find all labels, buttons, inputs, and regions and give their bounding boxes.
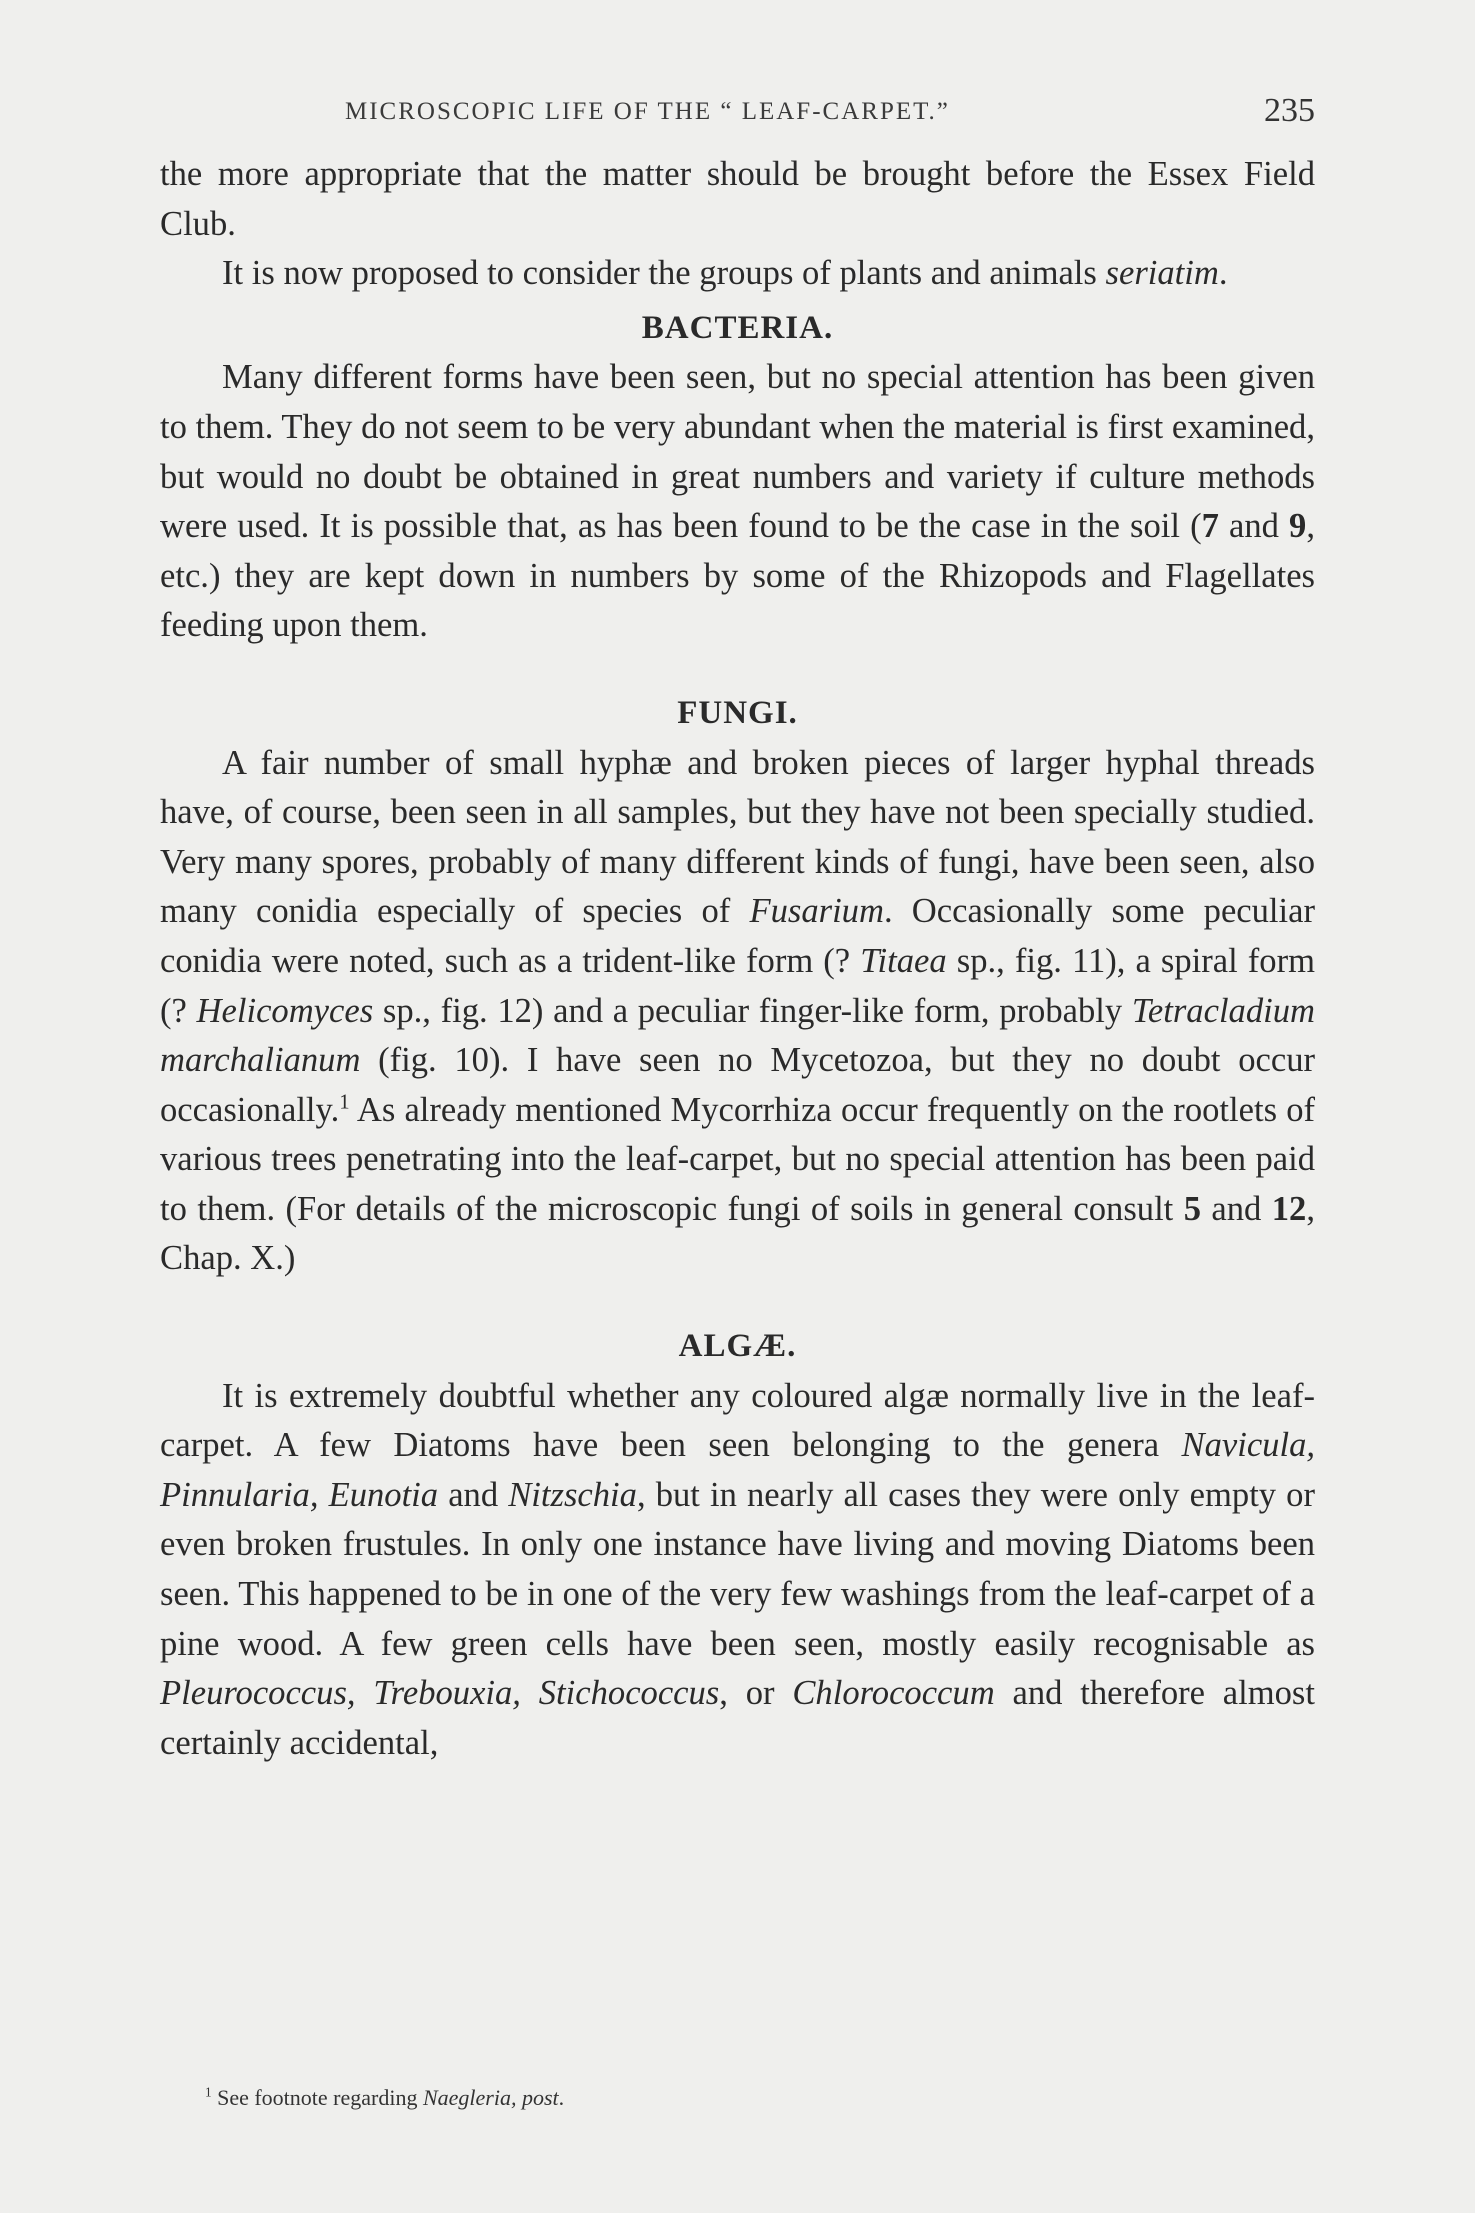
reference-9: 9 [1289, 507, 1307, 546]
fungi-text-5: (fig. 10). I have seen no Mycetozoa, but they no doubt occur occasionally. [160, 1041, 1315, 1129]
bacteria-heading: BACTERIA. [641, 309, 834, 346]
footnote-marker: 1 [339, 1091, 350, 1114]
fungi-heading: FUNGI. [677, 694, 798, 731]
algae-text-3: , but in nearly all cases they were only empty or even broken frustules. In only one instance have living and moving Diatoms been seen. This happened to be in one of the very few washings from the leaf-carpet of a pine wood. A few green cells have been seen, mostly easily recognisable as [160, 1475, 1315, 1663]
bacteria-text-3: , etc.) they are kept down in numbers by some of the Rhizopods and Flagellates feeding upon them. [160, 507, 1315, 645]
helicomyces-term: Helicomyces [196, 991, 374, 1030]
bacteria-text-1: Many different forms have been seen, but no special attention has been given to them. They do not seem to be very abundant when the material is first examined, but would no doubt be obtained in great numbers and variety if culture methods were used. It is possible that, as has been found to be the case in the soil ( [160, 358, 1315, 546]
body-text [160, 150, 1315, 1768]
footnote-mark: 1 [205, 2084, 212, 2100]
fungi-text-6: As already mentioned Mycorrhiza occur frequently on the rootlets of various trees penetrating into the leaf-carpet, but no special attention has been paid to them. (For details of the microscopic fungi of soils in general consult [160, 1090, 1315, 1228]
running-head [160, 90, 1315, 150]
fusarium-term: Fusarium [749, 892, 884, 931]
bacteria-paragraph [160, 353, 1315, 651]
intro-text: the more appropriate that the matter should be brought before the Essex Field Club. [160, 155, 1315, 243]
fungi-text-7: and [1201, 1189, 1272, 1228]
footnote-end: . [558, 2085, 565, 2110]
algae-heading: ALGÆ. [678, 1328, 797, 1365]
fungi-text-8: , Chap. X.) [160, 1189, 1315, 1278]
proposal-text: It is now proposed to consider the groups of plants and animals [222, 254, 1106, 293]
fungi-paragraph [160, 739, 1315, 1285]
algae-text-4: , or [719, 1674, 793, 1713]
reference-7: 7 [1201, 507, 1219, 546]
page [160, 90, 1315, 1768]
chlorococcum-term: Chlorococcum [792, 1674, 995, 1713]
intro-paragraph [160, 150, 1315, 249]
reference-12: 12 [1271, 1189, 1307, 1228]
algae-text-1: It is extremely doubtful whether any coloured algæ normally live in the leaf-carpet. A few Diatoms have been seen belonging to the genera [160, 1376, 1315, 1465]
tetracladium-term: Tetracladium marchalianum [160, 991, 1315, 1080]
proposal-paragraph [160, 249, 1315, 299]
fungi-text-4: sp., fig. 12) and a peculiar finger-like form, probably [373, 991, 1132, 1030]
diatom-genera-term: Navicula, Pinnularia, Eunotia [160, 1426, 1315, 1514]
fungi-text-3: sp., fig. 11), a spiral form (? [160, 941, 1316, 1030]
titaea-term: Titaea [860, 941, 947, 980]
footnote-term: Naegleria, post [422, 2085, 559, 2110]
green-cell-genera-term: Pleurococcus, Trebouxia, Stichococcus [160, 1674, 720, 1713]
footnote [205, 2085, 564, 2111]
seriatim-term: seriatim [1105, 254, 1219, 293]
footnote-text: See footnote regarding [211, 2085, 423, 2110]
fungi-text-2: . Occasionally some peculiar conidia were noted, such as a trident-like form (? [160, 892, 1315, 980]
running-title: MICROSCOPIC LIFE OF THE “ LEAF-CARPET.” [345, 98, 950, 125]
nitzschia-term: Nitzschia [508, 1475, 637, 1514]
reference-5: 5 [1183, 1189, 1201, 1228]
fungi-text-1: A fair number of small hyphæ and broken pieces of larger hyphal threads have, of course, been seen in all samples, but they have not been specially studied. Very many spores, probably of many different kinds of fungi, have been seen, also many conidia especially of species of [160, 743, 1315, 931]
page-number: 235 [1264, 92, 1315, 129]
algae-text-5: and therefore almost certainly accidental, [160, 1674, 1315, 1762]
bacteria-text-2: and [1218, 507, 1290, 546]
algae-text-2: and [438, 1475, 509, 1514]
proposal-end: . [1218, 254, 1228, 293]
algae-paragraph [160, 1372, 1315, 1769]
